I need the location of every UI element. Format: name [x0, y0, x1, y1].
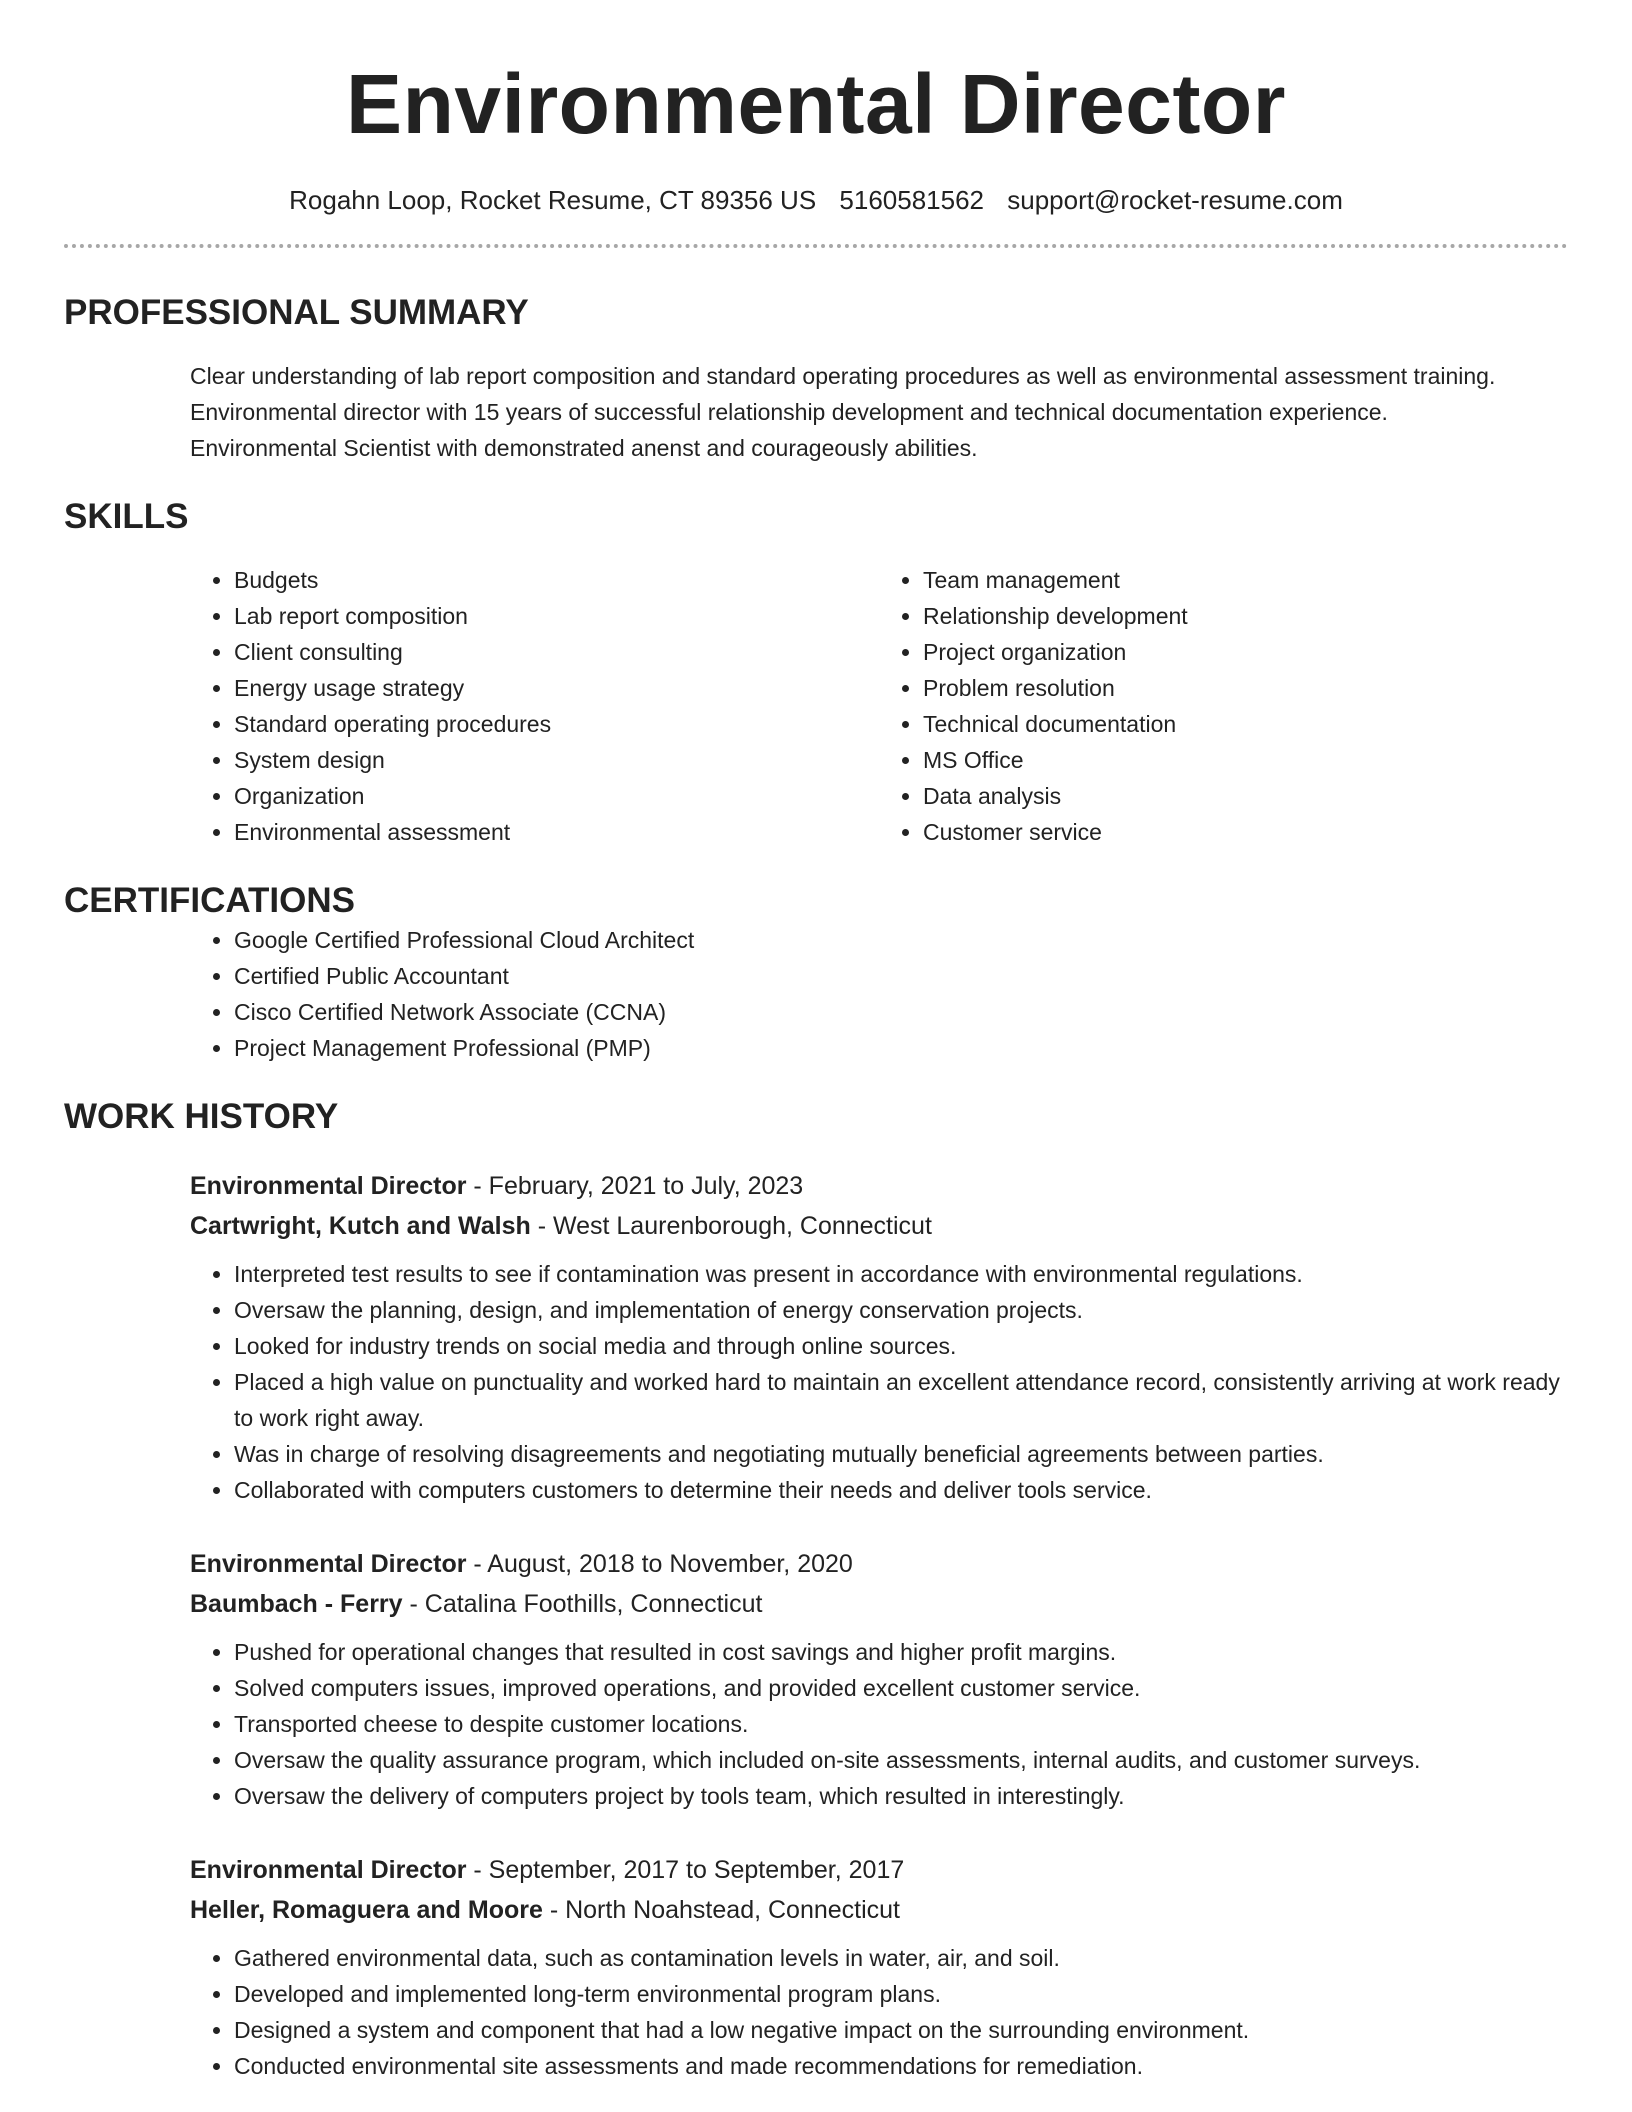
job-title-line — [190, 1850, 1568, 1890]
job-dates: - February, 2021 to July, 2023 — [466, 1171, 804, 1200]
job-role: Environmental Director — [190, 1549, 467, 1578]
skill-item: • Budgets — [234, 562, 879, 598]
summary-text: Clear understanding of lab report composition and standard operating procedures as well as environmental assessment training. Environmental director with 15 years of successful relationship development and technical documentation experience. Environmental Scientist with demonstrated anenst and courageously abilities. — [190, 362, 1496, 461]
job-company-line — [190, 1890, 1568, 1930]
job-bullet: • Interpreted test results to see if contamination was present in accordance with environmental regulations. — [234, 1256, 1568, 1292]
skill-item: • Client consulting — [234, 634, 879, 670]
job-title-line — [190, 1166, 1568, 1206]
job-bullet: • Conducted environmental site assessments and made recommendations for remediation. — [234, 2048, 1568, 2084]
job-bullet: • Was in charge of resolving disagreements and negotiating mutually beneficial agreements between parties. — [234, 1436, 1568, 1472]
skill-item: • Customer service — [923, 814, 1568, 850]
certification-item: • Google Certified Professional Cloud Architect — [234, 922, 1568, 958]
certification-item: • Cisco Certified Network Associate (CCNA) — [234, 994, 1568, 1030]
job-dates: - September, 2017 to September, 2017 — [466, 1855, 905, 1884]
skill-item: • Environmental assessment — [234, 814, 879, 850]
job-bullets — [190, 1256, 1568, 1508]
job-role: Environmental Director — [190, 1855, 467, 1884]
skill-item: • Problem resolution — [923, 670, 1568, 706]
skill-item: • Energy usage strategy — [234, 670, 879, 706]
job-role: Environmental Director — [190, 1171, 467, 1200]
skills-list — [190, 562, 1568, 850]
job-entry — [190, 1850, 1568, 2084]
skill-item: • Team management — [923, 562, 1568, 598]
skills-column-left — [190, 562, 879, 850]
job-bullets — [190, 1940, 1568, 2084]
job-company: Heller, Romaguera and Moore — [190, 1895, 543, 1924]
work-history-heading: WORK HISTORY — [64, 1096, 339, 1136]
skills-column-right — [879, 562, 1568, 850]
certification-item: • Project Management Professional (PMP) — [234, 1030, 1568, 1066]
job-entry — [190, 1544, 1568, 1814]
job-bullet: • Collaborated with computers customers to determine their needs and deliver tools service. — [234, 1472, 1568, 1508]
skill-item: • Lab report composition — [234, 598, 879, 634]
job-location: - Catalina Foothills, Connecticut — [402, 1589, 763, 1618]
skill-item: • Standard operating procedures — [234, 706, 879, 742]
skill-item: • Organization — [234, 778, 879, 814]
contact-address: Rogahn Loop, Rocket Resume, CT 89356 US — [289, 184, 817, 215]
contact-phone: 5160581562 — [839, 184, 985, 215]
certifications-heading: CERTIFICATIONS — [64, 880, 356, 920]
certifications-list — [190, 922, 1568, 1066]
skill-item: • MS Office — [923, 742, 1568, 778]
job-location: - North Noahstead, Connecticut — [542, 1895, 901, 1924]
certification-item: • Certified Public Accountant — [234, 958, 1568, 994]
job-bullets — [190, 1634, 1568, 1814]
job-bullet: • Oversaw the quality assurance program, which included on-site assessments, internal audits, and customer surveys. — [234, 1742, 1568, 1778]
job-title-line — [190, 1544, 1568, 1584]
job-company: Cartwright, Kutch and Walsh — [190, 1211, 531, 1240]
candidate-name: Environmental Director — [346, 57, 1286, 151]
skill-item: • Technical documentation — [923, 706, 1568, 742]
skill-item: • Data analysis — [923, 778, 1568, 814]
job-entry — [190, 1166, 1568, 1508]
contact-email[interactable]: support@rocket-resume.com — [1007, 184, 1343, 215]
job-company-line — [190, 1206, 1568, 1246]
skill-item: • System design — [234, 742, 879, 778]
summary-heading: PROFESSIONAL SUMMARY — [64, 292, 529, 332]
job-bullet: • Oversaw the planning, design, and implementation of energy conservation projects. — [234, 1292, 1568, 1328]
job-bullet: • Looked for industry trends on social media and through online sources. — [234, 1328, 1568, 1364]
job-bullet: • Transported cheese to despite customer locations. — [234, 1706, 1568, 1742]
job-bullet: • Placed a high value on punctuality and worked hard to maintain an excellent attendance record, consistently arriving at work ready to work right away. — [234, 1364, 1568, 1436]
job-company-line — [190, 1584, 1568, 1624]
skill-item: • Relationship development — [923, 598, 1568, 634]
job-bullet: • Solved computers issues, improved operations, and provided excellent customer service. — [234, 1670, 1568, 1706]
job-bullet: • Gathered environmental data, such as contamination levels in water, air, and soil. — [234, 1940, 1568, 1976]
job-bullet: • Developed and implemented long-term environmental program plans. — [234, 1976, 1568, 2012]
contact-line — [64, 185, 1568, 216]
job-bullet: • Oversaw the delivery of computers project by tools team, which resulted in interestingly. — [234, 1778, 1568, 1814]
skill-item: • Project organization — [923, 634, 1568, 670]
header-divider — [64, 244, 1568, 248]
job-location: - West Laurenborough, Connecticut — [530, 1211, 932, 1240]
job-company: Baumbach - Ferry — [190, 1589, 403, 1618]
skills-heading: SKILLS — [64, 496, 189, 536]
job-bullet: • Designed a system and component that had a low negative impact on the surrounding environment. — [234, 2012, 1568, 2048]
job-dates: - August, 2018 to November, 2020 — [466, 1549, 853, 1578]
job-bullet: • Pushed for operational changes that resulted in cost savings and higher profit margins. — [234, 1634, 1568, 1670]
